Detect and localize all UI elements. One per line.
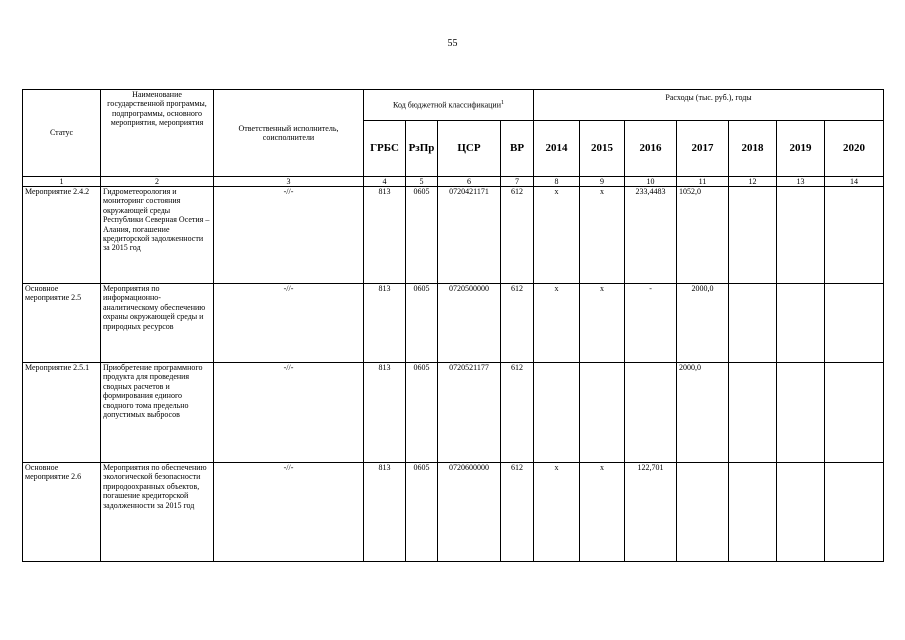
row-vr: 612 — [501, 284, 534, 363]
row-y2017: 2000,0 — [677, 284, 729, 363]
header-year-2015: 2015 — [580, 121, 625, 177]
row-y2018 — [729, 463, 777, 562]
row-y2019 — [777, 463, 825, 562]
header-year-2017: 2017 — [677, 121, 729, 177]
row-csr: 0720600000 — [438, 463, 501, 562]
row-name: Мероприятия по информационно-аналитическому обеспечению охраны окружающей среды и природных ресурсов — [101, 284, 214, 363]
row-y2014 — [534, 363, 580, 463]
header-code-rzpr: РзПр — [406, 121, 438, 177]
row-status: Основное мероприятие 2.6 — [23, 463, 101, 562]
header-code-vr: ВР — [501, 121, 534, 177]
column-number: 8 — [534, 177, 580, 187]
row-vr: 612 — [501, 363, 534, 463]
row-y2016: 122,701 — [625, 463, 677, 562]
header-year-2019: 2019 — [777, 121, 825, 177]
row-responsible: -//- — [214, 363, 364, 463]
row-rzpr: 0605 — [406, 463, 438, 562]
column-number: 9 — [580, 177, 625, 187]
row-y2020 — [825, 187, 884, 284]
row-name: Гидрометеорология и мониторинг состояния окружающей среды Республики Северная Осетия – Алания, погашение кредиторской задолженности за 2015 год — [101, 187, 214, 284]
row-y2016 — [625, 363, 677, 463]
header-year-2014: 2014 — [534, 121, 580, 177]
column-number: 13 — [777, 177, 825, 187]
header-budget-code — [364, 90, 534, 121]
header-name: Наименование государственной программы, подпрограммы, основного мероприятия, мероприятия — [101, 90, 214, 177]
row-csr: 0720500000 — [438, 284, 501, 363]
table-row — [23, 463, 884, 562]
column-number: 4 — [364, 177, 406, 187]
row-csr: 0720521177 — [438, 363, 501, 463]
page-number: 55 — [447, 38, 458, 49]
row-vr: 612 — [501, 187, 534, 284]
row-y2018 — [729, 284, 777, 363]
row-y2014: х — [534, 284, 580, 363]
row-grbs: 813 — [364, 363, 406, 463]
row-y2016: 233,4483 — [625, 187, 677, 284]
header-year-2018: 2018 — [729, 121, 777, 177]
row-grbs: 813 — [364, 284, 406, 363]
row-rzpr: 0605 — [406, 187, 438, 284]
row-rzpr: 0605 — [406, 363, 438, 463]
row-csr: 0720421171 — [438, 187, 501, 284]
header-code-grbs: ГРБС — [364, 121, 406, 177]
column-number: 1 — [23, 177, 101, 187]
row-responsible: -//- — [214, 187, 364, 284]
header-code-csr: ЦСР — [438, 121, 501, 177]
column-number: 2 — [101, 177, 214, 187]
row-status: Основное мероприятие 2.5 — [23, 284, 101, 363]
row-y2015 — [580, 363, 625, 463]
column-number: 3 — [214, 177, 364, 187]
row-y2019 — [777, 284, 825, 363]
row-y2019 — [777, 363, 825, 463]
header-budget-code-footnote: 1 — [501, 100, 504, 107]
column-number: 11 — [677, 177, 729, 187]
column-number: 5 — [406, 177, 438, 187]
column-number-row — [23, 177, 884, 187]
row-responsible: -//- — [214, 284, 364, 363]
table-row — [23, 363, 884, 463]
row-y2020 — [825, 363, 884, 463]
row-y2015: х — [580, 187, 625, 284]
column-number: 12 — [729, 177, 777, 187]
row-responsible: -//- — [214, 463, 364, 562]
row-name: Приобретение программного продукта для проведения сводных расчетов и формирования единого сводного тома предельно допустимых выбросов — [101, 363, 214, 463]
table-row — [23, 284, 884, 363]
row-grbs: 813 — [364, 187, 406, 284]
row-name: Мероприятия по обеспечению экологической безопасности природоохранных объектов, погашение кредиторской задолженности за 2015 год — [101, 463, 214, 562]
column-number: 6 — [438, 177, 501, 187]
row-y2017: 1052,0 — [677, 187, 729, 284]
header-status: Статус — [23, 90, 101, 177]
table-row — [23, 187, 884, 284]
row-y2016: - — [625, 284, 677, 363]
header-year-2016: 2016 — [625, 121, 677, 177]
row-grbs: 813 — [364, 463, 406, 562]
budget-table — [22, 89, 884, 562]
row-y2018 — [729, 363, 777, 463]
header-expenses: Расходы (тыс. руб.), годы — [534, 90, 884, 121]
row-status: Мероприятие 2.4.2 — [23, 187, 101, 284]
header-year-2020: 2020 — [825, 121, 884, 177]
row-y2014: х — [534, 187, 580, 284]
column-number: 14 — [825, 177, 884, 187]
row-y2014: х — [534, 463, 580, 562]
row-y2020 — [825, 284, 884, 363]
row-y2020 — [825, 463, 884, 562]
row-y2017 — [677, 463, 729, 562]
row-y2015: х — [580, 463, 625, 562]
header-budget-code-text: Код бюджетной классификации — [393, 101, 501, 111]
row-rzpr: 0605 — [406, 284, 438, 363]
row-y2017: 2000,0 — [677, 363, 729, 463]
row-y2019 — [777, 187, 825, 284]
header-row-top — [23, 90, 884, 121]
row-status: Мероприятие 2.5.1 — [23, 363, 101, 463]
column-number: 7 — [501, 177, 534, 187]
row-y2018 — [729, 187, 777, 284]
row-y2015: х — [580, 284, 625, 363]
column-number: 10 — [625, 177, 677, 187]
row-vr: 612 — [501, 463, 534, 562]
header-responsible: Ответственный исполнитель, соисполнители — [214, 90, 364, 177]
